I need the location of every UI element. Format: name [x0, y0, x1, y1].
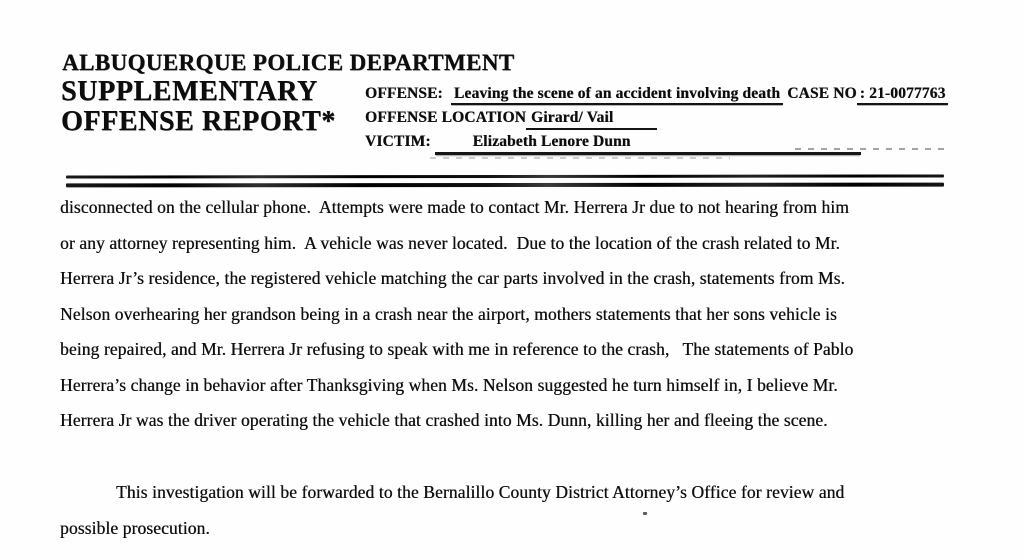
report-text-line: possible prosecution.	[60, 517, 210, 538]
offense-location-field-row	[365, 109, 657, 130]
offense-field-row	[365, 85, 948, 103]
report-type-line2: OFFENSE REPORT*	[61, 106, 336, 137]
offense-label: OFFENSE:	[365, 85, 443, 102]
report-text-line: or any attorney representing him. A vehicle was never located. Due to the location of the crash related to Mr.	[60, 232, 840, 253]
victim-label: VICTIM:	[365, 133, 431, 150]
narrative-paragraph-1	[60, 190, 853, 439]
case-no-label: CASE NO	[787, 85, 857, 102]
spacer	[443, 85, 451, 102]
victim-value: Elizabeth Lenore Dunn	[435, 133, 861, 155]
scan-noise	[430, 157, 730, 159]
report-text-line: being repaired, and Mr. Herrera Jr refusing to speak with me in reference to the crash, The statements of Pablo	[60, 339, 854, 359]
narrative-paragraph-2	[60, 475, 844, 546]
offense-location-label: OFFENSE LOCATION	[365, 109, 527, 126]
separator-rule-bottom	[66, 183, 944, 187]
victim-field-row	[365, 133, 861, 155]
report-text-line: Nelson overhearing her grandson being in a crash near the airport, mothers statements that her sons vehicle is	[60, 303, 837, 324]
report-text-line: disconnected on the cellular phone. Attempts were made to contact Mr. Herrera Jr due to not hearing from him	[60, 197, 849, 217]
scan-noise	[795, 148, 945, 150]
report-text-line: Herrera Jr was the driver operating the vehicle that crashed into Ms. Dunn, killing her and fleeing the scene.	[60, 410, 828, 430]
report-text-line: This investigation will be forwarded to the Bernalillo County District Attorney’s Office for review and	[116, 482, 845, 502]
report-text-line: Herrera’s change in behavior after Thanksgiving when Ms. Nelson suggested he turn himself in, I believe Mr.	[60, 374, 838, 395]
report-text-line: Herrera Jr’s residence, the registered vehicle matching the car parts involved in the crash, statements from Ms.	[60, 268, 845, 288]
scan-speck	[643, 512, 647, 515]
case-no-value: : 21-0077763	[857, 85, 949, 105]
report-type-line1: SUPPLEMENTARY	[61, 76, 318, 107]
offense-location-value: Girard/ Vail	[526, 109, 657, 130]
offense-value: Leaving the scene of an accident involving death	[451, 85, 783, 105]
separator-rule-top	[66, 174, 944, 178]
agency-title: ALBUQUERQUE POLICE DEPARTMENT	[62, 50, 515, 75]
